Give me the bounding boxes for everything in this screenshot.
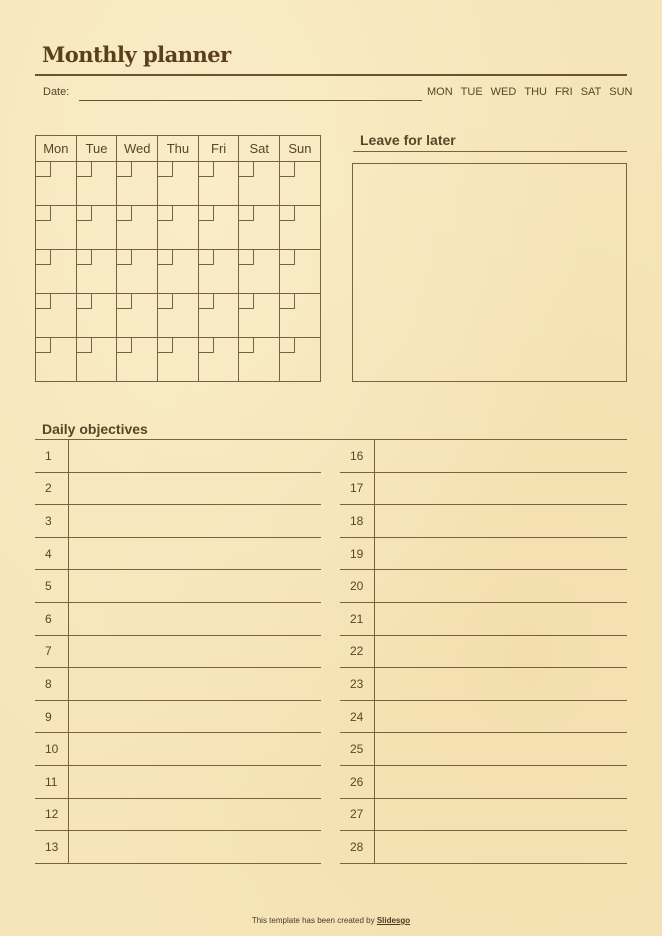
day-number-box[interactable] [280,338,295,353]
objective-number: 25 [340,733,375,765]
objective-number: 26 [340,766,375,798]
objective-number: 13 [35,831,69,863]
objective-number: 24 [340,701,375,733]
day-number-box[interactable] [280,206,295,221]
objective-row[interactable] [340,603,627,636]
day-number-box[interactable] [36,162,51,177]
calendar-day-cell[interactable] [117,206,158,250]
calendar-header-tue: Tue [76,136,117,162]
calendar-week [36,338,321,382]
day-number-box[interactable] [280,162,295,177]
weekday-tue[interactable]: TUE [460,86,483,98]
objective-number: 16 [340,440,375,472]
date-field[interactable] [79,100,422,101]
weekday-sun[interactable]: SUN [609,86,633,98]
calendar-header-thu: Thu [158,136,199,162]
calendar-day-cell[interactable] [198,206,239,250]
objective-row[interactable] [340,570,627,603]
objective-row[interactable] [35,473,321,506]
day-number-box[interactable] [158,338,173,353]
objective-number: 4 [35,538,69,570]
day-number-box[interactable] [158,162,173,177]
objective-number: 28 [340,831,375,863]
objective-row[interactable] [35,440,321,473]
objective-number: 20 [340,570,375,602]
day-number-box[interactable] [158,206,173,221]
footer-text: This template has been created by [251,916,377,925]
day-number-box[interactable] [199,338,214,353]
calendar-day-cell[interactable] [239,206,280,250]
calendar-header-fri: Fri [198,136,239,162]
calendar-day-cell[interactable] [117,294,158,338]
objective-row[interactable] [340,701,627,734]
calendar-day-cell[interactable] [158,162,199,206]
day-number-box[interactable] [199,206,214,221]
day-number-box[interactable] [117,250,132,265]
weekday-sat[interactable]: SAT [580,86,602,98]
calendar-day-cell[interactable] [76,206,117,250]
calendar-day-cell[interactable] [76,294,117,338]
calendar-day-cell[interactable] [280,294,321,338]
day-number-box[interactable] [158,294,173,309]
calendar-day-cell[interactable] [36,294,77,338]
calendar-day-cell[interactable] [76,250,117,294]
weekday-selector [427,86,633,98]
title-rule [35,74,627,76]
day-number-box[interactable] [199,250,214,265]
objective-row[interactable] [340,668,627,701]
calendar-day-cell[interactable] [198,162,239,206]
objective-number: 9 [35,701,69,733]
calendar-day-cell[interactable] [198,294,239,338]
objective-row[interactable] [35,766,321,799]
calendar-day-cell[interactable] [158,294,199,338]
day-number-box[interactable] [117,294,132,309]
day-number-box[interactable] [199,162,214,177]
objective-row[interactable] [35,538,321,571]
objective-row[interactable] [35,603,321,636]
day-number-box[interactable] [199,294,214,309]
objective-number: 23 [340,668,375,700]
objective-number: 18 [340,505,375,537]
day-number-box[interactable] [280,294,295,309]
day-number-box[interactable] [36,338,51,353]
day-number-box[interactable] [239,206,254,221]
calendar-day-cell[interactable] [36,338,77,382]
day-number-box[interactable] [117,338,132,353]
weekday-wed[interactable]: WED [490,86,517,98]
objective-row[interactable] [340,766,627,799]
daily-objectives-title: Daily objectives [42,421,148,437]
day-number-box[interactable] [77,206,92,221]
day-number-box[interactable] [117,162,132,177]
objective-number: 3 [35,505,69,537]
day-number-box[interactable] [280,250,295,265]
objective-row[interactable] [35,505,321,538]
day-number-box[interactable] [36,250,51,265]
objective-number: 6 [35,603,69,635]
calendar-day-cell[interactable] [117,338,158,382]
footer-credit [0,916,662,925]
day-number-box[interactable] [36,206,51,221]
calendar-day-cell[interactable] [36,162,77,206]
calendar-day-cell[interactable] [117,162,158,206]
objective-row[interactable] [340,473,627,506]
calendar-day-cell[interactable] [280,162,321,206]
objective-row[interactable] [35,733,321,766]
calendar-header-wed: Wed [117,136,158,162]
objective-number: 2 [35,473,69,505]
objective-row[interactable] [340,505,627,538]
calendar-day-cell[interactable] [76,162,117,206]
calendar-day-cell[interactable] [280,206,321,250]
day-number-box[interactable] [36,294,51,309]
leave-for-later-title: Leave for later [360,132,456,148]
day-number-box[interactable] [158,250,173,265]
calendar-week [36,206,321,250]
leave-title-underline [353,151,627,152]
objective-number: 11 [35,766,69,798]
page-title: Monthly planner [42,42,231,67]
objective-row[interactable] [340,440,627,473]
objective-row[interactable] [35,636,321,669]
calendar-day-cell[interactable] [36,250,77,294]
calendar-header-sun: Sun [280,136,321,162]
objective-number: 19 [340,538,375,570]
calendar-day-cell[interactable] [117,250,158,294]
objective-row[interactable] [35,668,321,701]
objective-row[interactable] [35,701,321,734]
slidesgo-link[interactable]: Slidesgo [376,916,411,925]
objective-number: 1 [35,440,69,472]
objective-number: 7 [35,636,69,668]
leave-for-later-box[interactable] [352,163,627,382]
calendar-day-cell[interactable] [239,294,280,338]
objective-row[interactable] [35,799,321,832]
objective-number: 22 [340,636,375,668]
day-number-box[interactable] [77,162,92,177]
objective-number: 21 [340,603,375,635]
objective-row[interactable] [340,733,627,766]
calendar-day-cell[interactable] [198,338,239,382]
objective-number: 27 [340,799,375,831]
objective-number: 17 [340,473,375,505]
objective-row[interactable] [340,538,627,571]
day-number-box[interactable] [239,338,254,353]
calendar-day-cell[interactable] [158,206,199,250]
calendar-day-cell[interactable] [239,250,280,294]
calendar-header-mon: Mon [36,136,77,162]
day-number-box[interactable] [117,206,132,221]
calendar-day-cell[interactable] [158,338,199,382]
objective-number: 8 [35,668,69,700]
day-number-box[interactable] [239,294,254,309]
day-number-box[interactable] [77,294,92,309]
objective-number: 5 [35,570,69,602]
weekday-thu[interactable]: THU [524,86,547,98]
day-number-box[interactable] [77,338,92,353]
calendar-grid [35,135,321,382]
objective-row[interactable] [35,570,321,603]
objectives-left-column [35,440,321,864]
calendar-day-cell[interactable] [239,338,280,382]
calendar-day-cell[interactable] [76,338,117,382]
calendar-week [36,294,321,338]
objective-number: 12 [35,799,69,831]
calendar-day-cell[interactable] [280,250,321,294]
objective-row[interactable] [340,636,627,669]
calendar-header-sat: Sat [239,136,280,162]
calendar-week [36,250,321,294]
objective-row[interactable] [340,799,627,832]
day-number-box[interactable] [239,250,254,265]
objective-row[interactable] [340,831,627,864]
day-number-box[interactable] [77,250,92,265]
calendar-day-cell[interactable] [198,250,239,294]
objectives-right-column [340,440,627,864]
calendar-week [36,162,321,206]
calendar-day-cell[interactable] [280,338,321,382]
day-number-box[interactable] [239,162,254,177]
objective-row[interactable] [35,831,321,864]
calendar-day-cell[interactable] [158,250,199,294]
objective-number: 10 [35,733,69,765]
calendar-day-cell[interactable] [36,206,77,250]
date-label: Date: [43,86,70,98]
calendar-day-cell[interactable] [239,162,280,206]
weekday-mon[interactable]: MON [427,86,453,98]
weekday-fri[interactable]: FRI [554,86,573,98]
